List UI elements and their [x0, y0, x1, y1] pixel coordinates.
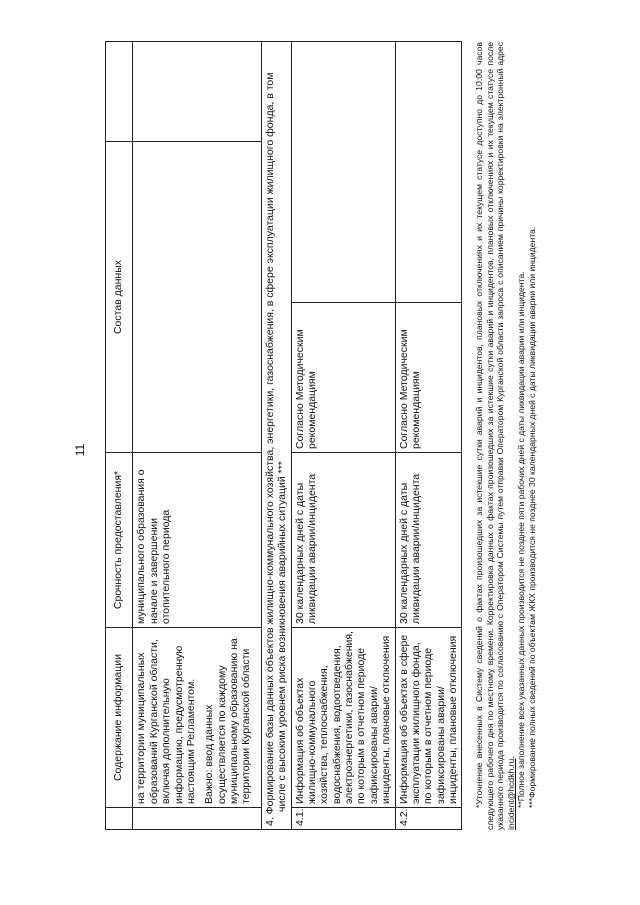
section-row	[261, 42, 291, 830]
footnote-2: **Полное заполнение всех указанных данных производится не позднее пяти рабочих дней с даты ликвидации аварии или инцидента.	[516, 271, 527, 808]
footnote-3: ***Формирование полных сведений по объектам ЖКХ производится не позднее 30 календарных дней с даты ликвидации аварии или инцидента.	[526, 226, 537, 808]
header-composition: Состав данных	[106, 142, 133, 453]
continuation-composition-cell	[133, 142, 261, 453]
continuation-content-text: на территории муниципальных образований Курганской области, включая дополнительную информацию, предусмотренную настоящим Регламентом.	[135, 639, 197, 804]
row-composition: Согласно Методическим рекомендациям	[395, 303, 462, 453]
footnote-email-link[interactable]: incident@hcdkh.ru	[505, 758, 516, 830]
continuation-number-cell	[133, 808, 261, 830]
header-content: Содержание информации	[106, 628, 133, 808]
section-number: 4.	[263, 817, 276, 826]
data-requirements-table	[105, 41, 462, 830]
row-content: Информация об объектах жилищно-коммунального хозяйства, теплоснабжения, водоснабжения, водоотведения, электроэнергетики, газоснабжения, по которым в отчетном периоде зафиксированы аварии/инциденты, плановые отключения	[291, 628, 395, 808]
important-note: Важно: ввод данных осуществляется по каждому муниципальному образованию на территории Курганской области	[203, 638, 253, 804]
table-header-row	[106, 42, 133, 830]
continuation-timing: муниципального образования о начале и завершении отопительного периода	[133, 453, 261, 628]
header-extra-cell	[106, 42, 133, 142]
footnote-1-text: *Уточнение внесенных в Систему сведений о фактах произошедших за истекшие сутки аварий и инцидентов, плановых отключениях и их текущем статусе доступно до 10:00 часов следующего рабочего дня по местному времени. Корректировка данных о фактах произошедших за истекшие сутки аварий и инцидентов, плановых отключениях и их текущем статусе после указанного периода производится по согласованию с Оператором Системы путем отправки Оператором Курганской области запроса с описанием причины корректировки на электронный адрес	[474, 42, 506, 830]
continuation-extra-cell	[133, 42, 261, 142]
rotated-page-content	[105, 30, 590, 830]
row-content: Информация об объектах в сфере эксплуатации жилищного фонда, по которым в отчетном периоде зафиксированы аварии/инциденты, плановые отключения	[395, 628, 462, 808]
row-timing: 30 календарных дней с даты ликвидации аварии/инцидента	[395, 453, 462, 628]
row-number: 4.2.	[395, 808, 462, 830]
continuation-content-cell	[133, 628, 261, 808]
table-row	[291, 42, 395, 830]
row-composition: Согласно Методическим рекомендациям	[291, 303, 395, 453]
section-heading-cell	[261, 42, 291, 830]
section-heading	[264, 45, 289, 826]
row-empty-cell	[291, 42, 395, 303]
section-title: Формирование базы данных объектов жилищно-коммунального хозяйства, энергетики, газоснабжения, в сфере эксплуатации жилищного фонда, в том числе с высоким уровнем риска возникновения аварийных ситуаций ***	[263, 72, 289, 815]
header-number-cell	[106, 808, 133, 830]
footnote-1	[474, 42, 516, 830]
row-number: 4.1.	[291, 808, 395, 830]
table-row	[395, 42, 462, 830]
row-empty-cell	[395, 42, 462, 303]
footnote-1-end: .	[505, 756, 516, 759]
page-number: 11	[73, 443, 87, 457]
continuation-row	[133, 42, 261, 830]
row-timing: 30 календарных дней с даты ликвидации аварии/инцидента	[291, 453, 395, 628]
header-timing: Срочность предоставления*	[106, 453, 133, 628]
footnotes	[474, 42, 537, 830]
